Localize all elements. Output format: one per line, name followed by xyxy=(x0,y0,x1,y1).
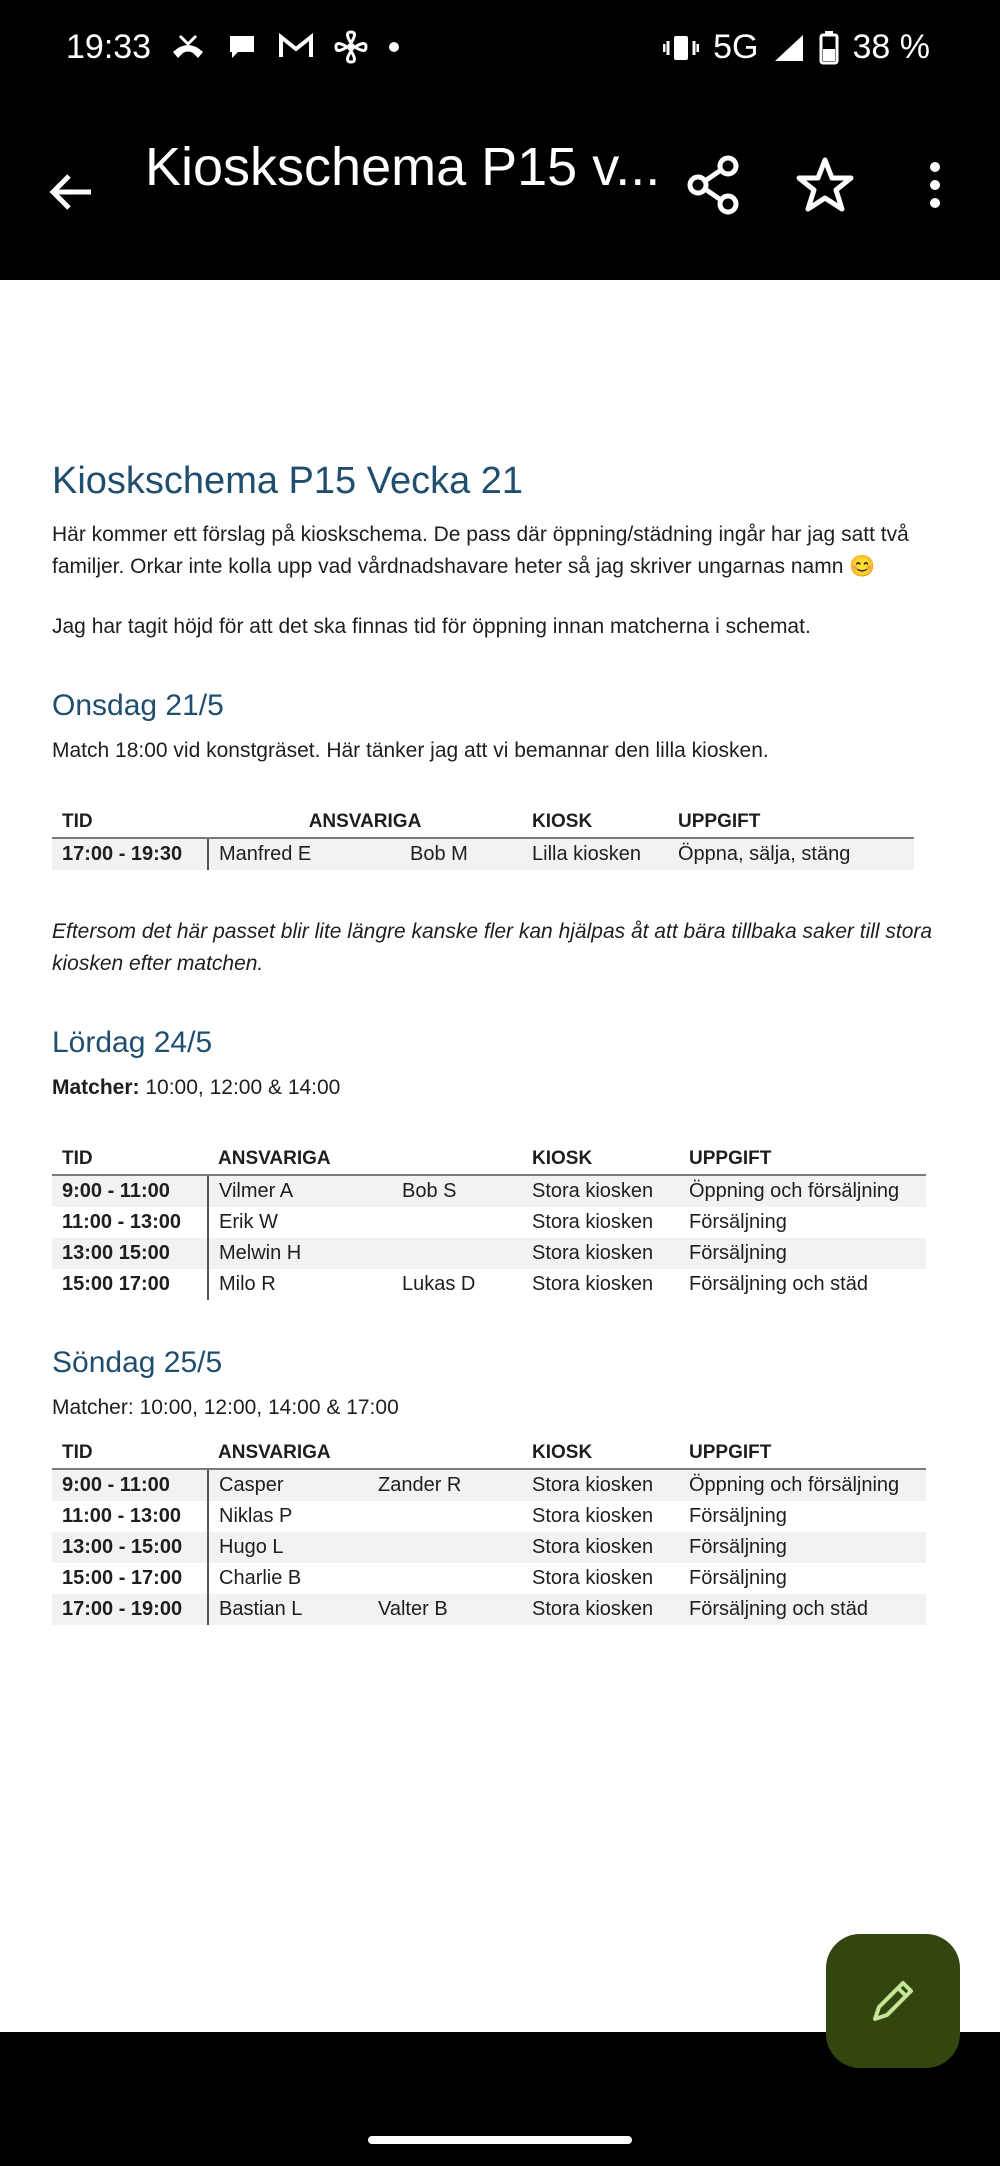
cell-ansvarig-2 xyxy=(368,1532,522,1563)
cell-kiosk: Stora kiosken xyxy=(522,1175,679,1207)
col-header-uppgift: UPPGIFT xyxy=(679,1144,926,1175)
cell-ansvarig-2: Lukas D xyxy=(402,1273,476,1295)
section-heading: Lördag 24/5 xyxy=(52,1026,213,1059)
more-vert-icon xyxy=(910,150,960,220)
star-icon xyxy=(790,150,860,220)
cell-ansvarig-1: Charlie B xyxy=(219,1567,302,1589)
section-onsdag xyxy=(52,689,982,980)
table-row xyxy=(52,1532,926,1563)
table-row xyxy=(52,1469,926,1501)
table-row xyxy=(52,1594,926,1625)
table-row xyxy=(52,1207,926,1238)
table-row xyxy=(52,1501,926,1532)
cell-ansvarig-2 xyxy=(392,1238,522,1269)
status-time: 19:33 xyxy=(66,28,152,66)
table-row xyxy=(52,1563,926,1594)
cell-uppgift: Öppna, sälja, stäng xyxy=(668,838,914,870)
cell-ansvarig-1: Melwin H xyxy=(208,1238,392,1269)
app-bar xyxy=(0,100,1000,280)
section-sondag xyxy=(52,1346,982,1625)
share-button[interactable] xyxy=(680,150,750,220)
col-header-kiosk: KIOSK xyxy=(522,807,668,838)
cell-ansvarig-2: Bob S xyxy=(392,1175,522,1207)
col-header-uppgift: UPPGIFT xyxy=(679,1438,926,1469)
col-header-kiosk: KIOSK xyxy=(522,1144,679,1175)
cell-ansvarig-2: Bob M xyxy=(400,838,522,870)
cell-uppgift: Försäljning xyxy=(689,1505,787,1527)
cell-tid: 11:00 - 13:00 xyxy=(52,1207,208,1238)
network-label: 5G xyxy=(713,28,759,66)
cell-ansvarig-1: Vilmer A xyxy=(208,1175,392,1207)
cell-tid: 17:00 - 19:00 xyxy=(52,1594,208,1625)
section-lordag xyxy=(52,1026,982,1300)
cell-tid: 9:00 - 11:00 xyxy=(52,1175,208,1207)
fan-icon xyxy=(334,30,368,64)
cell-uppgift: Försäljning och städ xyxy=(679,1594,926,1625)
cell-kiosk: Stora kiosken xyxy=(532,1567,654,1589)
col-header-tid: TID xyxy=(52,1144,208,1175)
table-row xyxy=(52,1238,926,1269)
section-description: Matcher: 10:00, 12:00, 14:00 & 17:00 xyxy=(52,1396,399,1419)
cell-uppgift: Försäljning xyxy=(679,1238,926,1269)
vibrate-icon xyxy=(663,33,699,63)
section-heading: Söndag 25/5 xyxy=(52,1346,223,1379)
cell-kiosk: Stora kiosken xyxy=(522,1469,679,1501)
pencil-icon xyxy=(865,1973,921,2029)
schedule-table xyxy=(52,1438,926,1625)
cell-tid: 15:00 17:00 xyxy=(52,1269,208,1300)
col-header-ansvariga: ANSVARIGA xyxy=(208,1438,368,1469)
missed-call-icon xyxy=(170,32,206,62)
cell-kiosk: Stora kiosken xyxy=(522,1532,679,1563)
cell-uppgift: Öppning och försäljning xyxy=(679,1469,926,1501)
col-header-tid: TID xyxy=(52,807,208,838)
cell-uppgift: Försäljning xyxy=(679,1532,926,1563)
cell-kiosk: Stora kiosken xyxy=(532,1211,654,1233)
col-header-tid: TID xyxy=(52,1438,208,1469)
dot-icon xyxy=(388,41,400,53)
cell-tid: 15:00 - 17:00 xyxy=(52,1563,208,1594)
cell-tid: 11:00 - 13:00 xyxy=(52,1501,208,1532)
cell-uppgift: Försäljning och städ xyxy=(689,1273,868,1295)
cell-kiosk: Stora kiosken xyxy=(522,1238,679,1269)
cell-ansvarig-1: Niklas P xyxy=(219,1505,293,1527)
col-header-kiosk: KIOSK xyxy=(522,1438,679,1469)
system-status xyxy=(663,28,930,67)
cell-tid: 13:00 15:00 xyxy=(52,1238,208,1269)
intro-paragraph: Här kommer ett förslag på kioskschema. De pass där öppning/städning ingår har jag satt två familjer. Orkar inte kolla upp vad vårdnadshavare heter så jag skriver ungarnas namn 😊 xyxy=(52,523,909,578)
table-row xyxy=(52,1269,926,1300)
cell-uppgift: Försäljning xyxy=(689,1211,787,1233)
cell-uppgift: Försäljning xyxy=(689,1567,787,1589)
cell-ansvarig-1: Erik W xyxy=(219,1211,278,1233)
cell-ansvarig-1: Manfred E xyxy=(208,838,400,870)
back-button[interactable] xyxy=(40,162,100,222)
arrow-back-icon xyxy=(47,172,93,212)
col-header-ansvariga: ANSVARIGA xyxy=(208,807,522,838)
doc-title: Kioskschema P15 Vecka 21 xyxy=(52,460,524,502)
edit-button[interactable] xyxy=(826,1934,960,2068)
cell-kiosk: Stora kiosken xyxy=(522,1594,679,1625)
share-icon xyxy=(680,150,750,220)
cell-kiosk: Stora kiosken xyxy=(532,1505,654,1527)
notification-icons xyxy=(170,30,400,64)
cell-ansvarig-2: Valter B xyxy=(368,1594,522,1625)
cell-ansvarig-1: Milo R xyxy=(219,1273,276,1295)
schedule-table xyxy=(52,807,914,870)
cell-ansvarig-2 xyxy=(392,1207,522,1238)
cell-ansvarig-2 xyxy=(368,1501,522,1532)
section-note: Eftersom det här passet blir lite längre kanske fler kan hjälpas åt att bära tillbaka saker till stora kiosken efter matchen. xyxy=(52,920,933,975)
document-body xyxy=(52,460,982,1625)
document-title: Kioskschema P15 v... xyxy=(145,137,661,197)
status-bar xyxy=(0,0,1000,100)
table-row xyxy=(52,838,914,870)
favorite-button[interactable] xyxy=(790,150,860,220)
col-header-uppgift: UPPGIFT xyxy=(668,807,914,838)
cell-tid: 9:00 - 11:00 xyxy=(52,1469,208,1501)
chat-bubble-icon xyxy=(226,32,258,62)
battery-level: 38 % xyxy=(852,28,930,66)
cell-ansvarig-2 xyxy=(368,1563,522,1594)
table-row xyxy=(52,1175,926,1207)
intro-paragraph-2: Jag har tagit höjd för att det ska finnas tid för öppning innan matcherna i schemat. xyxy=(52,615,811,638)
signal-icon xyxy=(773,33,805,63)
gmail-icon xyxy=(278,33,314,61)
cell-ansvarig-1: Bastian L xyxy=(208,1594,368,1625)
cell-ansvarig-2: Zander R xyxy=(368,1469,522,1501)
section-description: Match 18:00 vid konstgräset. Här tänker jag att vi bemannar den lilla kiosken. xyxy=(52,739,769,762)
more-options-button[interactable] xyxy=(910,150,960,220)
cell-kiosk: Lilla kiosken xyxy=(522,838,668,870)
cell-tid: 17:00 - 19:30 xyxy=(52,838,208,870)
cell-ansvarig-1: Hugo L xyxy=(208,1532,368,1563)
col-header-ansvariga: ANSVARIGA xyxy=(208,1144,392,1175)
cell-kiosk: Stora kiosken xyxy=(532,1273,654,1295)
cell-uppgift: Öppning och försäljning xyxy=(679,1175,926,1207)
section-heading: Onsdag 21/5 xyxy=(52,689,224,722)
cell-tid: 13:00 - 15:00 xyxy=(52,1532,208,1563)
schedule-table xyxy=(52,1144,926,1300)
cell-ansvarig-1: Casper xyxy=(208,1469,368,1501)
section-description: Matcher: 10:00, 12:00 & 14:00 xyxy=(52,1076,341,1099)
home-gesture-handle[interactable] xyxy=(368,2136,632,2144)
battery-icon xyxy=(819,31,839,65)
